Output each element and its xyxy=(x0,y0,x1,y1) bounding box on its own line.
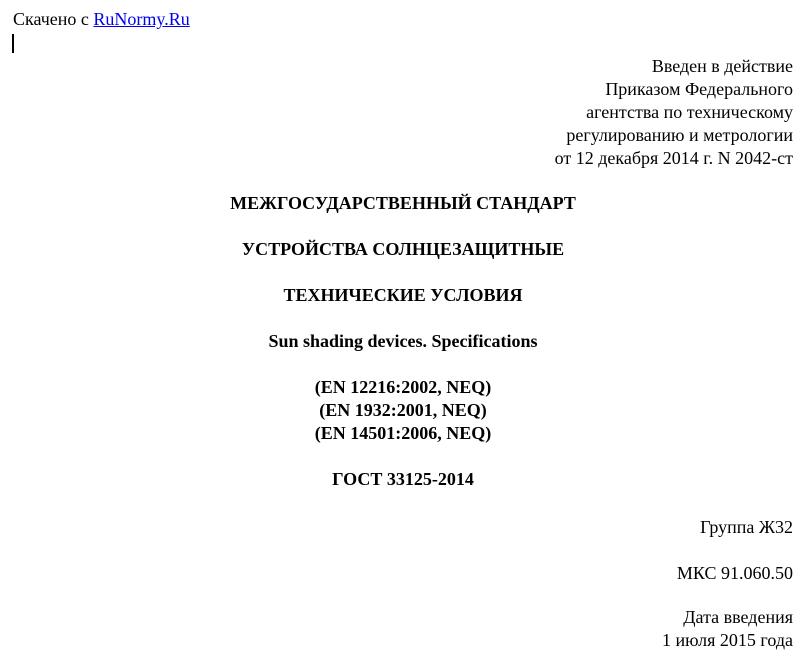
reference-line: (EN 14501:2006, NEQ) xyxy=(314,423,492,443)
effective-date-value: 1 июля 2015 года xyxy=(662,630,793,650)
approval-line: от 12 декабря 2014 г. N 2042-ст xyxy=(554,148,793,168)
effective-date-block xyxy=(662,606,793,652)
standard-designation: ГОСТ 33125-2014 xyxy=(332,469,474,489)
approval-line: Введен в действие xyxy=(651,56,793,76)
mks-code: МКС 91.060.50 xyxy=(676,563,793,583)
source-link[interactable]: RuNormy.Ru xyxy=(93,9,190,29)
standard-name-heading: УСТРОЙСТВА СОЛНЦЕЗАЩИТНЫЕ xyxy=(241,239,565,259)
approval-line: Приказом Федерального xyxy=(605,79,793,99)
group-code: Группа Ж32 xyxy=(700,517,793,537)
source-line xyxy=(13,8,190,31)
source-prefix: Скачено с xyxy=(13,9,89,29)
english-title: Sun shading devices. Specifications xyxy=(268,331,538,351)
standard-type-heading: МЕЖГОСУДАРСТВЕННЫЙ СТАНДАРТ xyxy=(230,193,576,213)
effective-date-label: Дата введения xyxy=(683,607,793,627)
approval-line: агентства по техническому xyxy=(586,102,793,122)
reference-line: (EN 1932:2001, NEQ) xyxy=(319,400,487,420)
standard-subtitle-heading: ТЕХНИЧЕСКИЕ УСЛОВИЯ xyxy=(283,285,523,305)
reference-line: (EN 12216:2002, NEQ) xyxy=(314,377,492,397)
text-cursor xyxy=(12,34,14,53)
approval-block xyxy=(555,55,793,170)
approval-line: регулированию и метрологии xyxy=(566,125,793,145)
